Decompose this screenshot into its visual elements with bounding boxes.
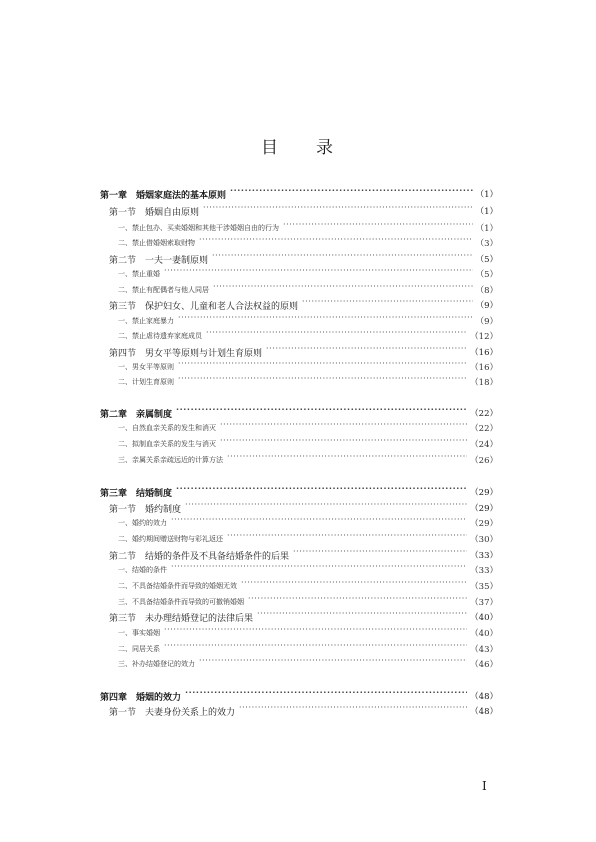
toc-entry-title: 第四节 男女平等原则与计划生育原则 bbox=[109, 348, 263, 359]
toc-item-entry[interactable] bbox=[100, 531, 498, 547]
toc-item-entry[interactable] bbox=[100, 328, 498, 344]
toc-item-entry[interactable] bbox=[100, 578, 498, 594]
toc-chapter-entry[interactable] bbox=[100, 186, 498, 202]
toc-leader-dots bbox=[178, 377, 467, 387]
toc-leader-dots bbox=[176, 408, 467, 418]
toc-page-number: （24） bbox=[470, 440, 498, 450]
title-char-right: 录 bbox=[316, 138, 335, 158]
toc-leader-dots bbox=[199, 659, 467, 669]
toc-entry-title: 一、结婚的条件 bbox=[118, 566, 167, 574]
toc-entry-title: 第二节 结婚的条件及不具备结婚条件的后果 bbox=[109, 551, 290, 562]
toc-entry-title: 二、拟制血亲关系的发生与消灭 bbox=[118, 440, 216, 448]
page-number: I bbox=[482, 779, 487, 793]
toc-page-number: （8） bbox=[475, 286, 498, 296]
toc-entry-title: 一、男女平等原则 bbox=[118, 363, 174, 371]
toc-entry-title: 一、婚约的效力 bbox=[118, 519, 167, 527]
toc-entry-title: 二、禁止虐待遗弃家庭成员 bbox=[118, 332, 202, 340]
toc-leader-dots bbox=[230, 189, 473, 199]
toc-entry-title: 第一章 婚姻家庭法的基本原则 bbox=[100, 190, 227, 201]
toc-item-entry[interactable] bbox=[100, 641, 498, 657]
toc-leader-dots bbox=[302, 300, 473, 310]
toc-page-number: （29） bbox=[470, 504, 498, 514]
toc-leader-dots bbox=[185, 691, 467, 701]
toc-leader-dots bbox=[164, 644, 467, 654]
toc-page-number: （1） bbox=[475, 207, 498, 217]
toc-section-entry[interactable] bbox=[100, 547, 498, 563]
toc-page-number: （29） bbox=[470, 519, 498, 529]
toc-entry-title: 一、禁止重婚 bbox=[118, 270, 160, 278]
toc-item-entry[interactable] bbox=[100, 420, 498, 436]
toc-page-number: （1） bbox=[475, 224, 498, 234]
toc-leader-dots bbox=[176, 487, 467, 497]
toc-item-entry[interactable] bbox=[100, 594, 498, 610]
toc-item-entry[interactable] bbox=[100, 266, 498, 282]
toc-page-number: （33） bbox=[470, 566, 498, 576]
toc-leader-dots bbox=[283, 223, 473, 233]
toc-leader-dots bbox=[206, 331, 467, 341]
toc-entry-title: 二、计划生育原则 bbox=[118, 378, 174, 386]
toc-page-number: （33） bbox=[470, 551, 498, 561]
toc-section-entry[interactable] bbox=[100, 500, 498, 516]
toc-leader-dots bbox=[178, 316, 473, 326]
toc-entry-title: 第三节 未办理结婚登记的法律后果 bbox=[109, 613, 254, 624]
toc-entry-title: 第三章 结婚制度 bbox=[100, 488, 173, 499]
toc-entry-title: 二、不具备结婚条件而导致的婚姻无效 bbox=[118, 582, 237, 590]
toc-page-number: （9） bbox=[475, 301, 498, 311]
toc-page-number: （26） bbox=[470, 456, 498, 466]
toc-page-number: （37） bbox=[470, 598, 498, 608]
toc-entry-title: 第四章 婚姻的效力 bbox=[100, 692, 182, 703]
toc-section-entry[interactable] bbox=[100, 251, 498, 267]
toc-leader-dots bbox=[199, 238, 473, 248]
toc-entry-title: 一、禁止包办、买卖婚姻和其他干涉婚姻自由的行为 bbox=[118, 224, 279, 232]
toc-entry-title: 一、事实婚姻 bbox=[118, 629, 160, 637]
toc-item-entry[interactable] bbox=[100, 313, 498, 329]
toc-leader-dots bbox=[293, 550, 467, 560]
toc-entry-title: 三、亲属关系亲疏远近的计算方法 bbox=[118, 456, 223, 464]
toc-entry-title: 第一节 婚姻自由原则 bbox=[109, 207, 200, 218]
toc-leader-dots bbox=[178, 362, 467, 372]
toc-leader-dots bbox=[185, 503, 467, 513]
toc-leader-dots bbox=[213, 285, 473, 295]
toc-item-entry[interactable] bbox=[100, 235, 498, 251]
toc-entry-title: 三、不具备结婚条件而导致的可撤销婚姻 bbox=[118, 598, 244, 606]
toc-page-number: （48） bbox=[470, 707, 498, 717]
toc-leader-dots bbox=[227, 455, 467, 465]
toc-leader-dots bbox=[212, 254, 473, 264]
toc-page-number: （48） bbox=[470, 692, 498, 702]
toc-item-entry[interactable] bbox=[100, 515, 498, 531]
toc-page-number: （22） bbox=[470, 409, 498, 419]
toc-page-number: （9） bbox=[475, 317, 498, 327]
toc-leader-dots bbox=[257, 612, 467, 622]
toc-entry-title: 二、禁止借婚姻索取财物 bbox=[118, 239, 195, 247]
toc-leader-dots bbox=[203, 206, 473, 216]
toc-page-number: （40） bbox=[470, 629, 498, 639]
toc-entry-title: 第二章 亲属制度 bbox=[100, 409, 173, 420]
toc-section-entry[interactable] bbox=[100, 609, 498, 625]
toc-entry-title: 二、婚约期间赠送财物与彩礼返还 bbox=[118, 535, 223, 543]
toc-item-entry[interactable] bbox=[100, 452, 498, 468]
toc-page-number: （16） bbox=[470, 363, 498, 373]
toc-entry-title: 二、同居关系 bbox=[118, 645, 160, 653]
toc-leader-dots bbox=[220, 423, 467, 433]
toc-chapter-entry[interactable] bbox=[100, 405, 498, 421]
toc-leader-dots bbox=[171, 518, 467, 528]
toc-item-entry[interactable] bbox=[100, 282, 498, 298]
toc-item-entry[interactable] bbox=[100, 625, 498, 641]
toc-section-entry[interactable] bbox=[100, 203, 498, 219]
toc-item-entry[interactable] bbox=[100, 656, 498, 672]
toc-page-number: （46） bbox=[470, 660, 498, 670]
toc-entry-title: 一、禁止家庭暴力 bbox=[118, 317, 174, 325]
toc-page-number: （40） bbox=[470, 613, 498, 623]
toc-entry-title: 一、自然血亲关系的发生和消灭 bbox=[118, 424, 216, 432]
toc-item-entry[interactable] bbox=[100, 436, 498, 452]
toc-page-number: （30） bbox=[470, 535, 498, 545]
toc-leader-dots bbox=[248, 597, 467, 607]
toc-chapter-entry[interactable] bbox=[100, 484, 498, 500]
page-title bbox=[0, 133, 596, 158]
toc-item-entry[interactable] bbox=[100, 374, 498, 390]
toc-entry-title: 第三节 保护妇女、儿童和老人合法权益的原则 bbox=[109, 301, 299, 312]
toc-item-entry[interactable] bbox=[100, 562, 498, 578]
toc-page-number: （35） bbox=[470, 582, 498, 592]
toc-page-number: （12） bbox=[470, 332, 498, 342]
toc-leader-dots bbox=[227, 534, 467, 544]
toc-entry-title: 第一节 婚约制度 bbox=[109, 504, 182, 515]
toc-entry-title: 第二节 一夫一妻制原则 bbox=[109, 255, 209, 266]
toc-item-entry[interactable] bbox=[100, 220, 498, 236]
toc-entry-title: 第一节 夫妻身份关系上的效力 bbox=[109, 707, 236, 718]
toc-page-number: （18） bbox=[470, 378, 498, 388]
toc-item-entry[interactable] bbox=[100, 359, 498, 375]
toc-entry-title: 三、补办结婚登记的效力 bbox=[118, 660, 195, 668]
toc-leader-dots bbox=[164, 628, 467, 638]
toc-page-number: （3） bbox=[475, 239, 498, 249]
toc-page-number: （29） bbox=[470, 488, 498, 498]
title-char-left: 目 bbox=[261, 138, 280, 158]
toc-leader-dots bbox=[241, 581, 467, 591]
toc-page-number: （5） bbox=[475, 255, 498, 265]
toc-chapter-entry[interactable] bbox=[100, 688, 498, 704]
toc-section-entry[interactable] bbox=[100, 297, 498, 313]
toc-leader-dots bbox=[266, 347, 467, 357]
toc-leader-dots bbox=[239, 706, 467, 716]
toc-leader-dots bbox=[164, 269, 473, 279]
toc-entry-title: 二、禁止有配偶者与他人同居 bbox=[118, 286, 209, 294]
toc-page-number: （43） bbox=[470, 645, 498, 655]
toc-page-number: （1） bbox=[475, 190, 498, 200]
toc-leader-dots bbox=[171, 565, 467, 575]
toc-page-number: （5） bbox=[475, 270, 498, 280]
toc-page-number: （22） bbox=[470, 424, 498, 434]
toc-section-entry[interactable] bbox=[100, 344, 498, 360]
toc-page-number: （16） bbox=[470, 348, 498, 358]
toc-section-entry[interactable] bbox=[100, 703, 498, 719]
toc-leader-dots bbox=[220, 439, 467, 449]
